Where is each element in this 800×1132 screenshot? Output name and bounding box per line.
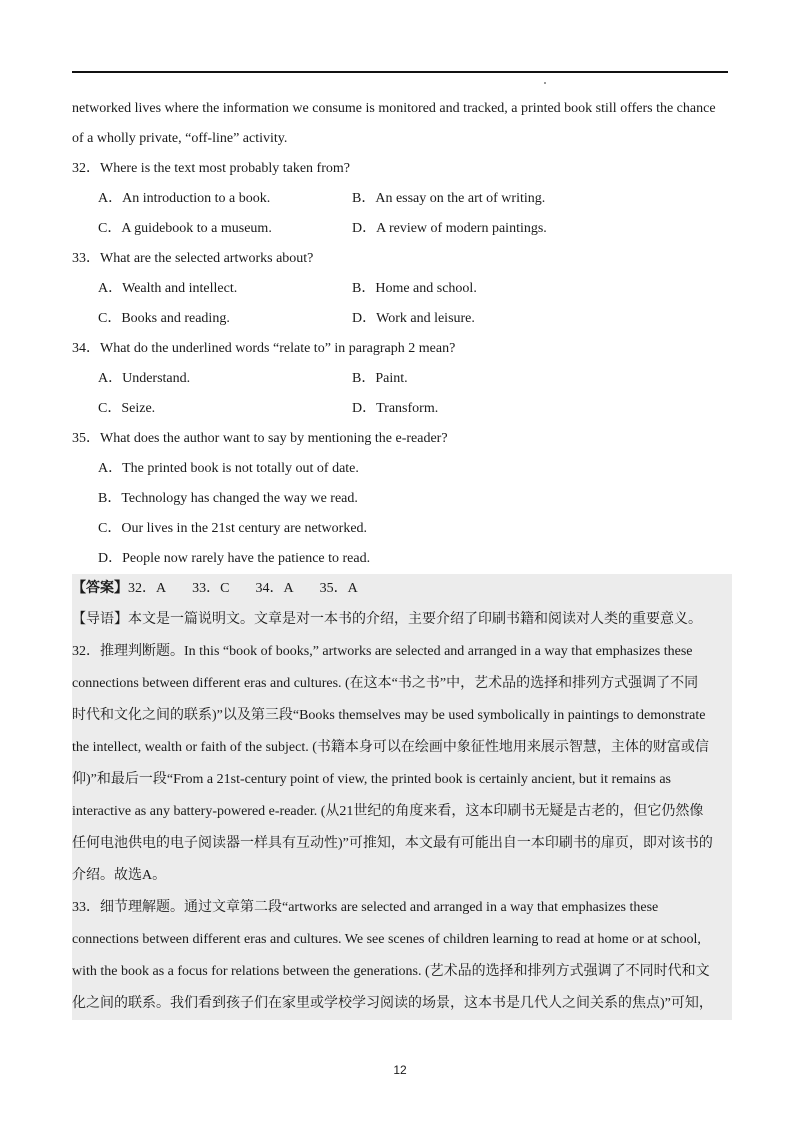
option-b: B．Paint.: [352, 371, 408, 386]
option-b: B．Technology has changed the way we read.: [98, 491, 358, 506]
question-stem: 32．Where is the text most probably taken from?: [72, 161, 350, 176]
answer-tag: 【答案】: [72, 581, 128, 596]
option-a: A．Wealth and intellect.: [98, 281, 238, 296]
option-row: [72, 274, 732, 304]
option-row: [72, 184, 732, 214]
option-row: [72, 214, 732, 244]
answer-item: 34．A: [255, 581, 294, 596]
header-dot: [544, 82, 546, 84]
explanation-line: 化之间的联系。我们看到孩子们在家里或学校学习阅读的场景，这本书是几代人之间关系的焦点)”可知，: [72, 996, 713, 1011]
explanation-line: 33．细节理解题。通过文章第二段“artworks are selected and arranged in a way that emphasizes these: [72, 900, 659, 915]
explanation-line: 【导语】本文是一篇说明文。文章是对一本书的介绍，主要介绍了印刷书籍和阅读对人类的重要意义。: [72, 612, 702, 627]
explanation-line: interactive as any battery-powered e-reader. (从21世纪的角度来看，这本印刷书无疑是古老的，但它仍然像: [72, 804, 704, 819]
option-c: C．Seize.: [98, 401, 156, 416]
explanation-line: 时代和文化之间的联系)”以及第三段“Books themselves may be used symbolically in paintings to demonstrate: [72, 708, 706, 723]
explanation-line: 仰)”和最后一段“From a 21st-century point of view, the printed book is certainly ancient, but it remains as: [72, 772, 672, 787]
explanation-line: the intellect, wealth or faith of the subject. (书籍本身可以在绘画中象征性地用来展示智慧，主体的财富或信: [72, 740, 709, 755]
header-rule: [72, 71, 728, 73]
passage-line: of a wholly private, “off-line” activity.: [72, 131, 288, 146]
option-row: [72, 304, 732, 334]
passage-line: networked lives where the information we consume is monitored and tracked, a printed book still offers the chance: [72, 101, 716, 116]
explanation-line: connections between different eras and cultures. (在这本“书之书”中，艺术品的选择和排列方式强调了不同: [72, 676, 699, 691]
page-content: [72, 94, 732, 1020]
option-row: [72, 394, 732, 424]
answer-item: 32．A: [128, 581, 167, 596]
explanation-line: 介绍。故选A。: [72, 868, 167, 883]
question-stem: 35．What does the author want to say by mentioning the e-reader?: [72, 431, 448, 446]
option-d: D．Work and leisure.: [352, 311, 475, 326]
option-b: B．An essay on the art of writing.: [352, 191, 546, 206]
option-b: B．Home and school.: [352, 281, 477, 296]
page-number: 12: [393, 1063, 407, 1077]
question-stem: 34．What do the underlined words “relate to” in paragraph 2 mean?: [72, 341, 456, 356]
answer-line: [72, 574, 732, 604]
explanation-line: connections between different eras and cultures. We see scenes of children learning to read at home or at school,: [72, 932, 701, 947]
option-c: C．Our lives in the 21st century are networked.: [98, 521, 368, 536]
option-a: A．Understand.: [98, 371, 191, 386]
option-a: A．The printed book is not totally out of date.: [98, 461, 359, 476]
question-stem: 33．What are the selected artworks about?: [72, 251, 314, 266]
option-d: D．Transform.: [352, 401, 439, 416]
option-d: D．A review of modern paintings.: [352, 221, 547, 236]
answer-item: 33．C: [192, 581, 230, 596]
option-c: C．A guidebook to a museum.: [98, 221, 272, 236]
explanation-line: with the book as a focus for relations between the generations. (艺术品的选择和排列方式强调了不同时代和文: [72, 964, 710, 979]
answer-block: [72, 574, 732, 1020]
option-d: D．People now rarely have the patience to read.: [98, 551, 371, 566]
option-c: C．Books and reading.: [98, 311, 230, 326]
explanation-line: 任何电池供电的电子阅读器一样具有互动性)”可推知，本文最有可能出自一本印刷书的扉页，即对该书的: [72, 836, 713, 851]
explanation-line: 32．推理判断题。In this “book of books,” artworks are selected and arranged in a way that emphasizes these: [72, 644, 693, 659]
answer-item: 35．A: [319, 581, 358, 596]
option-a: A．An introduction to a book.: [98, 191, 271, 206]
option-row: [72, 364, 732, 394]
